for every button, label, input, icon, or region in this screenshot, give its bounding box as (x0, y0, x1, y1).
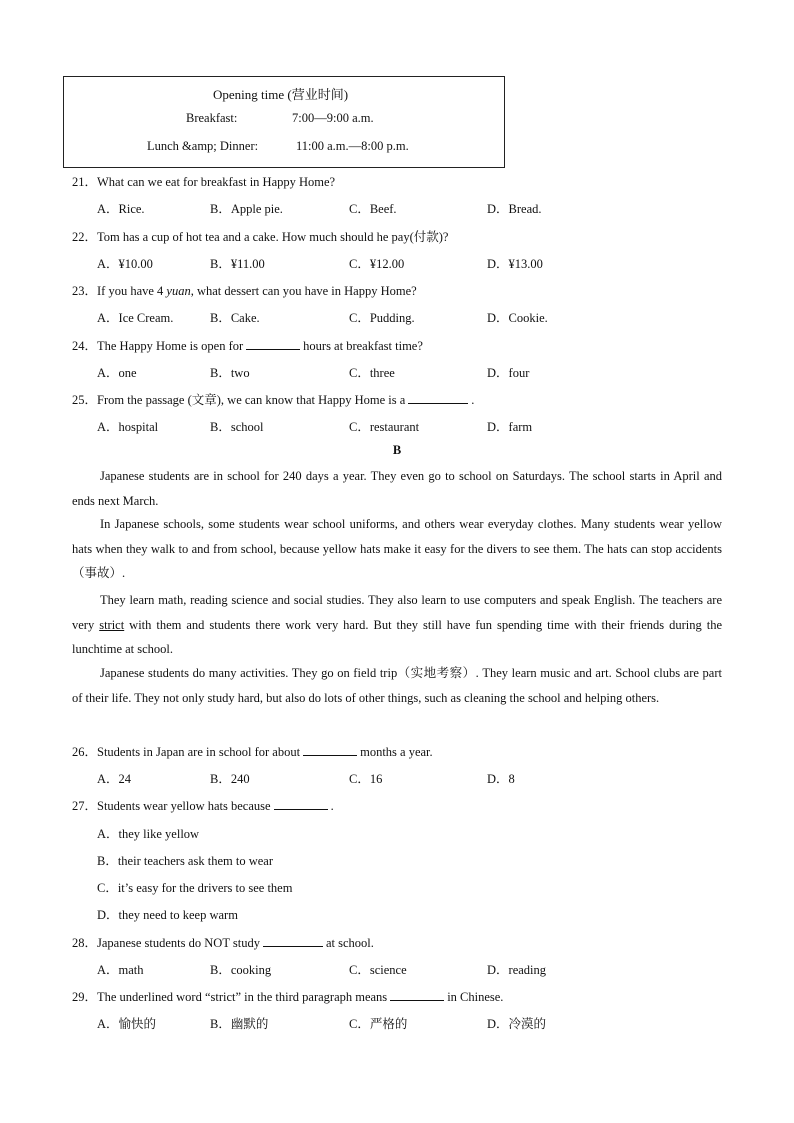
q23-option-a[interactable]: A．Ice Cream. (97, 311, 174, 325)
q26-option-c[interactable]: C．16 (349, 772, 383, 786)
q25-option-a[interactable]: A．hospital (97, 420, 159, 434)
underlined-word-strict: strict (99, 617, 125, 632)
q28-option-b[interactable]: B．cooking (210, 963, 272, 977)
q26-stem-part2: months a year. (360, 745, 433, 759)
q22-option-c[interactable]: C．¥12.00 (349, 257, 405, 271)
section-b-heading: B (392, 443, 402, 457)
passage-paragraph-2: In Japanese schools, some students wear school uniforms, and others wear everyday clothes. Many students wear yellow hats when they walk to and from school, because yellow hats make it easy for the divers to see them. The hats can stop accidents（事故）. (72, 517, 722, 580)
q29-option-d[interactable]: D．冷漠的 (487, 1017, 547, 1031)
question-27 (72, 796, 334, 814)
q21-option-d[interactable]: D．Bread. (487, 202, 542, 216)
q24-option-b[interactable]: B．two (210, 366, 250, 380)
question-21: 21．What can we eat for breakfast in Happy Home? (72, 175, 336, 189)
q24-answer-blank[interactable] (246, 338, 300, 350)
q27-option-c[interactable]: C．it’s easy for the drivers to see them (97, 881, 293, 895)
q25-option-b[interactable]: B．school (210, 420, 264, 434)
q24-stem-part2: hours at breakfast time? (303, 339, 423, 353)
question-26-options (97, 769, 777, 785)
q24-option-d[interactable]: D．four (487, 366, 530, 380)
question-28 (72, 933, 374, 951)
q28-option-c[interactable]: C．science (349, 963, 407, 977)
passage-paragraph-3 (72, 588, 722, 662)
q21-option-c[interactable]: C．Beef. (349, 202, 397, 216)
q24-stem-part1: 24．The Happy Home is open for (72, 339, 244, 353)
q23-option-c[interactable]: C．Pudding. (349, 311, 415, 325)
q26-option-a[interactable]: A．24 (97, 772, 132, 786)
q26-stem-part1: 26．Students in Japan are in school for about (72, 745, 301, 759)
p3-part1: They learn math, reading science and social studies. They also learn to use computers and speak English. The teachers are very (72, 593, 722, 632)
passage-paragraph-1: Japanese students are in school for 240 days a year. They even go to school on Saturdays. The school starts in April and ends next March. (72, 469, 722, 508)
question-26 (72, 742, 433, 760)
q24-option-c[interactable]: C．three (349, 366, 395, 380)
q26-answer-blank[interactable] (303, 744, 357, 756)
q25-option-c[interactable]: C．restaurant (349, 420, 420, 434)
q27-answer-blank[interactable] (274, 798, 328, 810)
q27-option-d[interactable]: D．they need to keep warm (97, 908, 238, 922)
breakfast-label: Breakfast: (186, 111, 238, 125)
question-22-options (97, 254, 777, 270)
question-23 (72, 281, 417, 299)
opening-time-notice (63, 76, 505, 168)
q21-option-b[interactable]: B．Apple pie. (210, 202, 283, 216)
q29-option-a[interactable]: A．愉快的 (97, 1017, 157, 1031)
q25-stem-part1: 25．From the passage (文章), we can know that Happy Home is a (72, 393, 406, 407)
question-29 (72, 987, 503, 1005)
q22-option-b[interactable]: B．¥11.00 (210, 257, 265, 271)
q28-stem-part2: at school. (325, 936, 374, 950)
question-21-options (97, 199, 777, 215)
q22-option-a[interactable]: A．¥10.00 (97, 257, 153, 271)
q25-stem-part2: . (471, 393, 475, 407)
q29-stem-part1: 29．The underlined word “strict” in the third paragraph means (72, 990, 388, 1004)
q28-stem-part1: 28．Japanese students do NOT study (72, 936, 260, 950)
breakfast-time: 7:00—9:00 a.m. (292, 111, 374, 125)
q26-option-d[interactable]: D．8 (487, 772, 515, 786)
q23-stem-part2: , what dessert can you have in Happy Home? (190, 284, 417, 298)
p3-part2: with them and students there work very hard. But they still have fun spending time with their friends during the lunchtime at school. (72, 617, 722, 656)
question-24-options (97, 363, 777, 379)
q28-option-a[interactable]: A．math (97, 963, 144, 977)
question-29-options (97, 1014, 777, 1030)
q22-option-d[interactable]: D．¥13.00 (487, 257, 543, 271)
q24-option-a[interactable]: A．one (97, 366, 137, 380)
q27-stem-part1: 27．Students wear yellow hats because (72, 799, 271, 813)
question-23-options (97, 308, 777, 324)
lunch-dinner-label: Lunch &amp; Dinner: (147, 139, 259, 153)
notice-title: Opening time (营业时间) (213, 87, 349, 102)
question-28-options (97, 960, 777, 976)
q21-option-a[interactable]: A．Rice. (97, 202, 145, 216)
question-25-options (97, 417, 777, 433)
q25-option-d[interactable]: D．farm (487, 420, 533, 434)
q27-option-b[interactable]: B．their teachers ask them to wear (97, 854, 273, 868)
q23-stem-yuan: yuan (166, 284, 191, 298)
q29-option-b[interactable]: B．幽默的 (210, 1017, 269, 1031)
q28-answer-blank[interactable] (263, 935, 323, 947)
q23-option-b[interactable]: B．Cake. (210, 311, 260, 325)
question-25 (72, 390, 474, 408)
q23-option-d[interactable]: D．Cookie. (487, 311, 548, 325)
q27-stem-part2: . (330, 799, 334, 813)
question-24 (72, 336, 423, 354)
q25-answer-blank[interactable] (408, 392, 468, 404)
lunch-dinner-time: 11:00 a.m.—8:00 p.m. (296, 139, 409, 153)
q26-option-b[interactable]: B．240 (210, 772, 250, 786)
question-22: 22．Tom has a cup of hot tea and a cake. How much should he pay(付款)? (72, 230, 449, 244)
q28-option-d[interactable]: D．reading (487, 963, 547, 977)
passage-paragraph-4: Japanese students do many activities. They go on field trip（实地考察）. They learn music and art. School clubs are part of their life. They not only study hard, but also do lots of other things, such as cleaning the school and helping others. (72, 666, 722, 705)
q29-option-c[interactable]: C．严格的 (349, 1017, 408, 1031)
q29-stem-part2: in Chinese. (447, 990, 504, 1004)
q27-option-a[interactable]: A．they like yellow (97, 827, 200, 841)
q29-answer-blank[interactable] (390, 989, 444, 1001)
q23-stem-part1: 23．If you have 4 (72, 284, 167, 298)
